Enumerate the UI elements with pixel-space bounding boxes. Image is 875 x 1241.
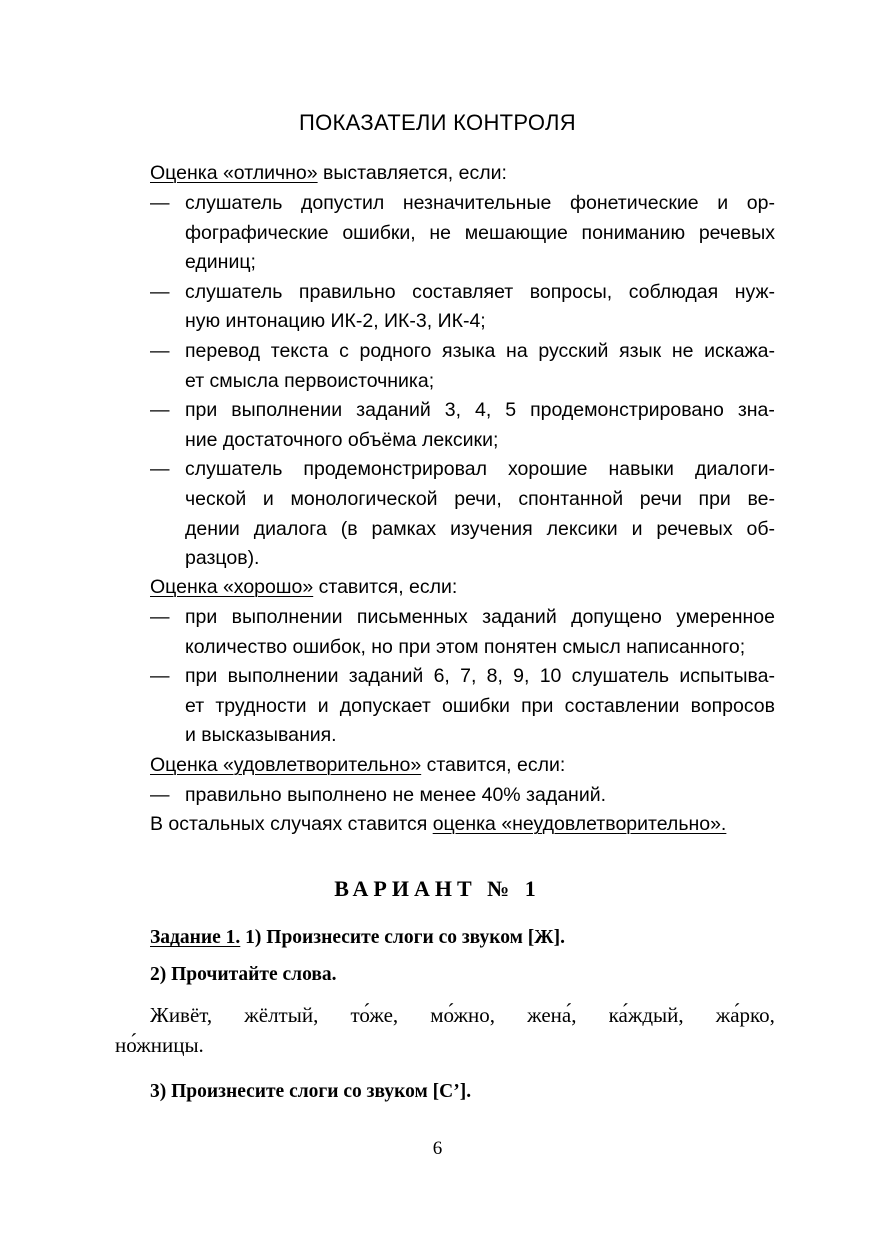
word-item: жёлтый, xyxy=(244,1003,319,1027)
grade-satisfactory-item-line: правильно выполнено не менее 40% заданий. xyxy=(185,784,607,806)
word-list-line xyxy=(150,1003,775,1028)
list-dash: — xyxy=(150,280,170,303)
grade-fail-label: оценка «неудовлетворительно». xyxy=(432,813,727,835)
grade-excellent-suffix: выставляется, если: xyxy=(317,162,507,184)
grade-fail-prefix: В остальных случаях ставится xyxy=(150,813,433,835)
grade-excellent-item-line: слушатель правильно составляет вопросы, соблюдая нуж- xyxy=(185,280,775,303)
grade-good-item-line: и высказывания. xyxy=(185,724,337,747)
grade-excellent-item-line: при выполнении заданий 3, 4, 5 продемонстрировано зна- xyxy=(185,399,775,422)
list-dash: — xyxy=(150,665,170,688)
task1-heading xyxy=(150,927,565,949)
task3-heading: 3) Произнесите слоги со звуком [С’]. xyxy=(150,1081,472,1102)
list-dash: — xyxy=(150,340,170,362)
grade-good-item-line: при выполнении заданий 6, 7, 8, 9, 10 слушатель испытыва- xyxy=(185,665,775,688)
word-item: ка́ждый, xyxy=(608,1003,684,1027)
list-dash: — xyxy=(150,458,170,481)
list-dash: — xyxy=(150,606,170,628)
grade-excellent-item-line: дении диалога (в рамках изучения лексики и речевых об- xyxy=(185,517,775,540)
word-list-continuation xyxy=(115,1033,204,1058)
grade-excellent-item-line: ческой и монологической речи, спонтанной речи при ве- xyxy=(185,488,775,510)
word-item: мо́жно, xyxy=(430,1003,496,1027)
word-item: но́жницы. xyxy=(115,1033,204,1057)
grade-good-heading xyxy=(150,575,457,599)
grade-fail-line xyxy=(150,812,726,836)
grade-excellent-item-line: фографические ошибки, не мешающие пониманию речевых xyxy=(185,221,775,244)
list-dash: — xyxy=(150,399,170,422)
grade-good-item-line: при выполнении письменных заданий допущено умеренное xyxy=(185,606,775,628)
task1-text: 1) Произнесите слоги со звуком [Ж]. xyxy=(240,927,565,948)
grade-satisfactory-suffix: ставится, если: xyxy=(421,754,566,776)
page-number: 6 xyxy=(432,1138,443,1159)
word-item: то́же, xyxy=(350,1003,399,1027)
list-dash: — xyxy=(150,784,170,806)
grade-satisfactory-label: Оценка «удовлетворительно» xyxy=(150,754,422,776)
grade-good-item-line: количество ошибок, но при этом понятен смысл написанного; xyxy=(185,635,746,658)
word-item: жена́, xyxy=(527,1003,577,1027)
grade-excellent-item-line: слушатель допустил незначительные фонетические и ор- xyxy=(185,192,775,214)
grade-excellent-item-line: слушатель продемонстрировал хорошие навыки диалоги- xyxy=(185,458,775,481)
word-item: Живёт, xyxy=(150,1003,213,1027)
grade-good-item-line: ет трудности и допускает ошибки при составлении вопросов xyxy=(185,694,775,717)
grade-excellent-item-line: ет смысла первоисточника; xyxy=(185,369,435,392)
grade-excellent-item-line: единиц; xyxy=(185,251,256,274)
grade-excellent-item-line: ную интонацию ИК-2, ИК-3, ИК-4; xyxy=(185,310,486,333)
variant-title: ВАРИАНТ № 1 xyxy=(334,876,541,901)
task1-label: Задание 1. xyxy=(150,927,241,948)
grade-excellent-label: Оценка «отлично» xyxy=(150,162,318,184)
grade-excellent-item-line: ние достаточного объёма лексики; xyxy=(185,428,499,451)
grade-good-label: Оценка «хорошо» xyxy=(150,576,314,598)
grade-excellent-heading xyxy=(150,161,507,185)
grade-excellent-item-line: перевод текста с родного языка на русский язык не искажа- xyxy=(185,340,775,362)
word-item: жа́рко, xyxy=(715,1003,775,1027)
page-title: ПОКАЗАТЕЛИ КОНТРОЛЯ xyxy=(299,110,576,135)
grade-excellent-item-line: разцов). xyxy=(185,547,260,570)
grade-good-suffix: ставится, если: xyxy=(313,576,458,598)
grade-satisfactory-heading xyxy=(150,753,565,777)
list-dash: — xyxy=(150,192,170,214)
task2-heading: 2) Прочитайте слова. xyxy=(150,964,337,985)
